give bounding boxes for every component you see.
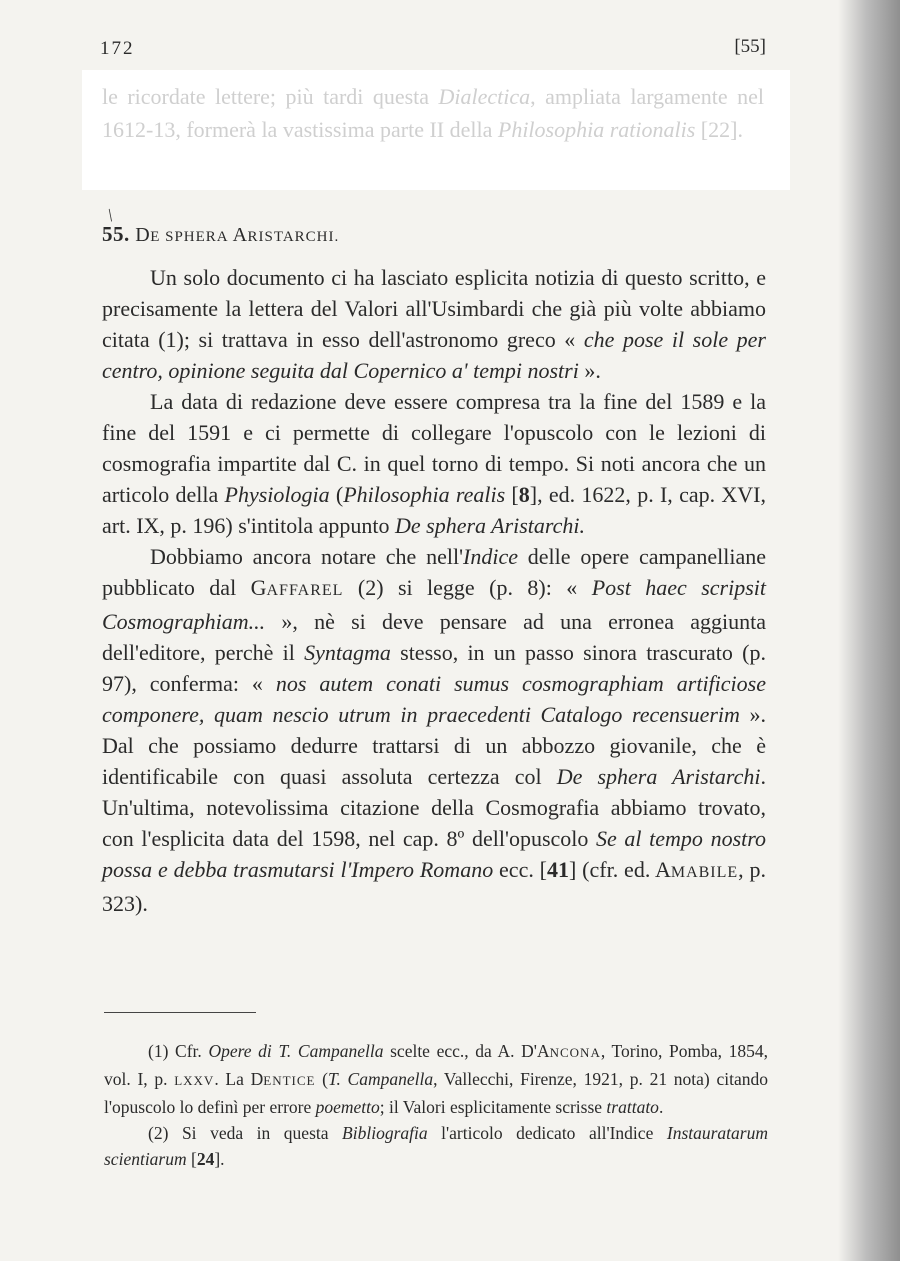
footnotes [104,1038,768,1172]
title-smallcaps: RISTARCHI. [247,229,340,245]
text-span: ( [329,482,344,507]
name-smallcaps: MABILE [670,864,739,881]
bibliography-ref: 24 [196,1149,215,1169]
text-span: Un solo documento ci ha lasciato esplicita notizia di questo scritto, e precisamente la lettera del Valori all'Usimbardi che già più volte abbiamo citata (1); si trattava in esso dell'astronomo greco « [102,265,766,352]
name-initial: A [536,1041,550,1061]
name-initial: G [250,575,267,600]
accent-mark: / [103,205,118,225]
text-span: , Vallecchi, Firenze, 1921, p. 21 nota) citando l'opuscolo lo definì per errore [104,1069,768,1117]
faded-text-span: [22]. [695,117,743,142]
faded-text-span: , ampliata largamente nel 1612-13, formerà la vastissima parte II della [102,84,765,142]
section-heading [102,222,339,247]
name-smallcaps: AFFAREL [266,582,344,599]
text-span: stesso, in un passo sinora trascurato (p. 97), conferma: « [102,640,766,696]
text-span: ] (cfr. ed. [569,857,655,882]
italic-span: De sphera Aristarchi. [394,513,586,538]
footnote-2 [104,1120,768,1172]
section-reference: [55] [734,36,766,57]
text-span: ; il Valori esplicitamente scrisse [379,1097,607,1117]
italic-span: De sphera Aristarchi [556,764,761,789]
body-text [102,262,766,919]
text-span: ( [315,1069,329,1089]
italic-span: Physiologia [224,482,330,507]
italic-span: Philosophia realis [343,482,506,507]
title-initial: A [232,224,248,246]
name-smallcaps: ENTICE [263,1073,316,1088]
text-span: ], ed. 1622, p. I, cap. XVI, art. IX, p. 196) s'intitola appunto [102,482,766,538]
faded-text-span: le ricordate lettere; più tardi questa [102,84,439,109]
italic-span: Indice [463,544,519,569]
text-span: La data di redazione deve essere compresa tra la fine del 1589 e la fine del 1591 e ci permette di collegare l'opuscolo con le lezioni di cosmografia impartite dal C. in quel torno di tempo. Si noti ancora che un articolo della [102,389,766,507]
italic-span: Instauratarum scientiarum [104,1123,768,1169]
italic-span: nos autem conati sumus cosmographiam artificiose componere, quam nescio utrum in praecedenti Catalogo recensuerim [102,671,766,727]
text-span: (2) si legge (p. 8): « [343,575,592,600]
text-span: scelte ecc., da A. D' [383,1041,537,1061]
name-initial: D [250,1069,264,1089]
italic-span: T. Campanella [328,1069,434,1089]
text-span: Dobbiamo ancora notare che nell' [150,544,464,569]
bibliography-ref: 8 [518,482,530,507]
italic-span: Opere di T. Campanella [208,1041,384,1061]
text-span: [ [186,1149,197,1169]
text-span: , p. 323). [102,857,767,916]
roman-numeral: LXXV [174,1073,215,1088]
section-title [135,224,339,246]
text-span: [ [505,482,519,507]
page-number: 172 [100,38,135,59]
text-span: ]. [214,1149,225,1169]
text-span: . Un'ultima, notevolissima citazione della Cosmografia abbiamo trovato, con l'esplicita data del 1598, nel cap. 8º dell'opuscolo [102,764,766,851]
scanned-page-edge [838,0,900,1261]
faded-text-italic: Philosophia rationalis [497,117,696,142]
section-number: 55. [102,222,130,246]
italic-span: poemetto [315,1097,380,1117]
text-span: (1) Cfr. [148,1041,209,1061]
title-smallcaps: E SPHERA [150,229,233,245]
text-span: », nè si deve pensare ad una erronea aggiunta dell'editore, perchè il [102,609,766,665]
text-span: ecc. [ [493,857,548,882]
name-smallcaps: NCONA [549,1045,601,1060]
text-span: (2) Si veda in questa [148,1123,343,1143]
title-initial: D [135,224,151,246]
paragraph-2 [102,386,766,541]
text-span: delle opere campanelliane pubblicato dal [102,544,766,600]
paragraph-1 [102,262,766,386]
footnote-1 [104,1038,768,1120]
italic-span: trattato [606,1097,659,1117]
faded-text-italic: Dialectica [438,84,531,109]
text-span: ». Dal che possiamo dedurre trattarsi di un abbozzo giovanile, che è identificabile con quasi assoluta certezza col [102,702,766,789]
text-span: ». [578,358,601,383]
text-span: . [658,1097,664,1117]
italic-span: Se al tempo nostro possa e debba trasmutarsi l'Impero Romano [102,826,766,882]
text-span: l'articolo dedicato all'Indice [427,1123,667,1143]
paragraph-3 [102,541,766,919]
italic-span: Post haec scripsit Cosmographiam... [102,575,766,634]
italic-span: Bibliografia [342,1123,428,1143]
bibliography-ref: 41 [547,857,570,882]
text-span: , Torino, Pomba, 1854, vol. I, p. [104,1041,768,1089]
italic-span: Syntagma [304,640,391,665]
italic-span: che pose il sole per centro, opinione seguita dal Copernico a' tempi nostri [102,327,766,383]
name-initial: A [654,857,671,882]
footnote-divider [104,1012,256,1013]
faded-previous-text [102,80,764,146]
faded-previous-text-block [82,70,790,190]
text-span: . La [214,1069,251,1089]
